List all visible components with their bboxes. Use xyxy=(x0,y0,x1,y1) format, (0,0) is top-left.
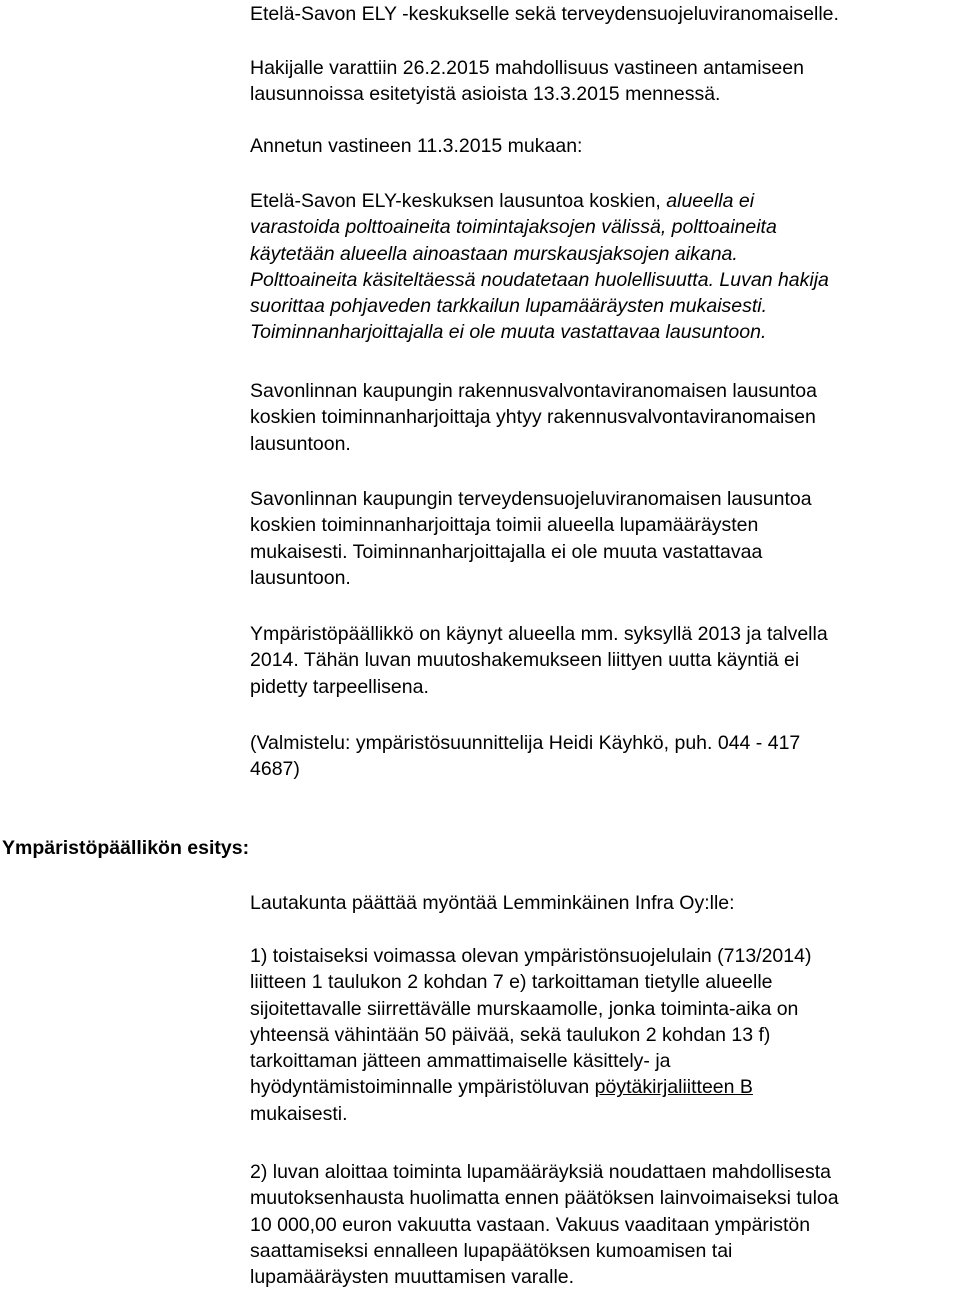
intro-paragraph xyxy=(250,1,950,27)
decision-intro-line: Lautakunta päättää myöntää Lemminkäinen Infra Oy:lle: xyxy=(250,892,735,914)
preparer-paragraph xyxy=(250,730,950,783)
hearing-paragraph xyxy=(250,55,950,108)
ely-response-line-4: Polttoaineita käsiteltäessä noudatetaan huolellisuutta. Luvan hakija xyxy=(250,268,829,291)
site-visit-line-3: pidetty tarpeellisena. xyxy=(250,675,429,698)
health-authority-line-1: Savonlinnan kaupungin terveydensuojeluviranomaisen lausuntoa xyxy=(250,488,812,510)
item1-line-1: 1) toistaiseksi voimassa olevan ympäristönsuojelulain (713/2014) xyxy=(250,945,812,967)
ely-response-line-1-italic: alueella ei xyxy=(666,190,755,212)
health-authority-paragraph xyxy=(250,486,950,591)
item1-line-5: tarkoittaman jätteen ammattimaiselle käsittely- ja xyxy=(250,1050,671,1073)
item2-line-1: 2) luvan aloittaa toiminta lupamääräyksiä noudattaen mahdollisesta xyxy=(250,1161,832,1183)
response-heading-text: Annetun vastineen 11.3.2015 mukaan: xyxy=(250,135,583,157)
health-authority-line-4: lausuntoon. xyxy=(250,566,351,589)
response-heading xyxy=(250,133,950,159)
ely-response-line-1-normal: Etelä-Savon ELY-keskuksen lausuntoa koskien, xyxy=(250,190,667,212)
health-authority-line-3: mukaisesti. Toiminnanharjoittajalla ei ole muuta vastattavaa xyxy=(250,540,763,563)
ely-response-line-3: käytetään alueella ainoastaan murskausjaksojen aikana. xyxy=(250,242,738,265)
ely-response-line-5: suorittaa pohjaveden tarkkailun lupamääräysten mukaisesti. xyxy=(250,295,768,318)
building-control-line-3: lausuntoon. xyxy=(250,432,351,455)
site-visit-line-1: Ympäristöpäällikkö on käynyt alueella mm. syksyllä 2013 ja talvella xyxy=(250,623,828,645)
decision-intro-paragraph xyxy=(250,890,950,916)
site-visit-paragraph xyxy=(250,621,950,700)
intro-line: Etelä-Savon ELY -keskukselle sekä terveydensuojeluviranomaiselle. xyxy=(250,3,839,25)
item2-line-4: saattamiseksi ennalleen lupapäätöksen kumoamisen tai xyxy=(250,1239,733,1262)
site-visit-line-2: 2014. Tähän luvan muutoshakemukseen liittyen uutta käyntiä ei xyxy=(250,649,800,672)
preparer-line-1: (Valmistelu: ympäristösuunnittelija Heidi Käyhkö, puh. 044 - 417 xyxy=(250,732,801,754)
ely-response-line-1 xyxy=(250,188,950,214)
item2-line-2: muutoksenhausta huolimatta ennen päätöksen lainvoimaiseksi tuloa xyxy=(250,1187,839,1210)
hearing-line-1: Hakijalle varattiin 26.2.2015 mahdollisuus vastineen antamiseen xyxy=(250,57,804,79)
item1-line-7: mukaisesti. xyxy=(250,1102,348,1125)
proposal-heading: Ympäristöpäällikön esitys: xyxy=(2,837,250,859)
item2-line-5: lupamääräysten muuttamisen varalle. xyxy=(250,1266,575,1289)
item1-line-2: liitteen 1 taulukon 2 kohdan 7 e) tarkoittaman tietylle alueelle xyxy=(250,971,773,994)
item1-line-4: yhteensä vähintään 50 päivää, sekä taulukon 2 kohdan 13 f) xyxy=(250,1023,771,1046)
health-authority-line-2: koskien toiminnanharjoittaja toimii alueella lupamääräysten xyxy=(250,514,759,537)
appendix-b-link[interactable]: pöytäkirjaliitteen B xyxy=(594,1076,753,1099)
item1-line-6-text: hyödyntämistoiminnalle ympäristöluvan xyxy=(250,1076,595,1099)
preparer-line-2: 4687) xyxy=(250,758,300,781)
building-control-line-2: koskien toiminnanharjoittaja yhtyy rakennusvalvontaviranomaisen xyxy=(250,406,816,429)
ely-response-paragraph xyxy=(250,188,950,346)
item1-line-6 xyxy=(250,1074,950,1100)
ely-response-line-6: Toiminnanharjoittajalla ei ole muuta vastattavaa lausuntoon. xyxy=(250,321,767,344)
item2-line-3: 10 000,00 euron vakuutta vastaan. Vakuus vaaditaan ympäristön xyxy=(250,1213,811,1236)
decision-item-1 xyxy=(250,943,950,1127)
hearing-line-2: lausunnoissa esitetyistä asioista 13.3.2015 mennessä. xyxy=(250,83,721,106)
item1-line-3: sijoitettavalle siirrettävälle murskaamolle, jonka toiminta-aika on xyxy=(250,997,799,1020)
building-control-paragraph xyxy=(250,378,950,457)
building-control-line-1: Savonlinnan kaupungin rakennusvalvontaviranomaisen lausuntoa xyxy=(250,380,817,402)
decision-item-2 xyxy=(250,1159,950,1290)
ely-response-line-2: varastoida polttoaineita toimintajaksojen välissä, polttoaineita xyxy=(250,216,777,239)
